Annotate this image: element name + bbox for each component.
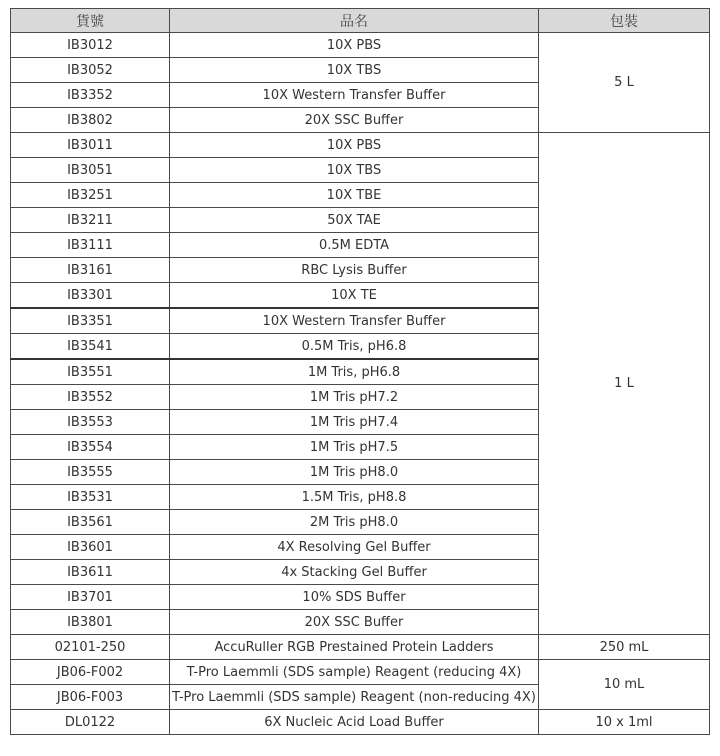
table-row [11,635,710,660]
product-name: 1M Tris pH7.5 [170,435,539,460]
product-name: 1.5M Tris, pH8.8 [170,485,539,510]
product-code: IB3352 [11,83,170,108]
product-code: IB3801 [11,610,170,635]
package-size: 1 L [539,133,710,635]
product-code: 02101-250 [11,635,170,660]
package-size: 5 L [539,33,710,133]
product-code: IB3211 [11,208,170,233]
product-name: 2M Tris pH8.0 [170,510,539,535]
header-name: 品名 [170,9,539,33]
package-size: 10 x 1ml [539,710,710,735]
product-name: T-Pro Laemmli (SDS sample) Reagent (non-reducing 4X) [170,685,539,710]
product-code: IB3601 [11,535,170,560]
product-name: 1M Tris pH8.0 [170,460,539,485]
product-code: IB3011 [11,133,170,158]
product-name: 20X SSC Buffer [170,108,539,133]
product-name: 10X TBS [170,58,539,83]
header-package: 包裝 [539,9,710,33]
product-code: IB3052 [11,58,170,83]
product-code: IB3555 [11,460,170,485]
product-name: RBC Lysis Buffer [170,258,539,283]
product-name: 10% SDS Buffer [170,585,539,610]
product-code: IB3701 [11,585,170,610]
product-name: 10X Western Transfer Buffer [170,83,539,108]
table-row [11,133,710,158]
product-name: 6X Nucleic Acid Load Buffer [170,710,539,735]
table-row [11,660,710,685]
package-size: 10 mL [539,660,710,710]
product-name: 10X PBS [170,133,539,158]
product-name: 0.5M EDTA [170,233,539,258]
product-code: IB3553 [11,410,170,435]
product-code: IB3802 [11,108,170,133]
product-code: JB06-F003 [11,685,170,710]
product-name: 50X TAE [170,208,539,233]
product-code: IB3161 [11,258,170,283]
product-name: 10X TE [170,283,539,309]
product-code: JB06-F002 [11,660,170,685]
product-code: IB3552 [11,385,170,410]
product-code: IB3551 [11,359,170,385]
product-name: 4X Resolving Gel Buffer [170,535,539,560]
header-code: 貨號 [11,9,170,33]
product-name: 1M Tris pH7.4 [170,410,539,435]
product-code: IB3051 [11,158,170,183]
product-name: 1M Tris, pH6.8 [170,359,539,385]
product-code: IB3111 [11,233,170,258]
product-name: 10X PBS [170,33,539,58]
product-code: IB3554 [11,435,170,460]
product-name: 10X TBS [170,158,539,183]
product-table [10,8,710,735]
table-row [11,710,710,735]
product-code: IB3351 [11,308,170,334]
product-name: 1M Tris pH7.2 [170,385,539,410]
product-code: IB3531 [11,485,170,510]
table-row [11,33,710,58]
product-name: 4x Stacking Gel Buffer [170,560,539,585]
product-code: IB3012 [11,33,170,58]
product-code: IB3561 [11,510,170,535]
product-name: T-Pro Laemmli (SDS sample) Reagent (reducing 4X) [170,660,539,685]
product-name: 20X SSC Buffer [170,610,539,635]
product-code: DL0122 [11,710,170,735]
table-body [11,33,710,735]
product-code: IB3251 [11,183,170,208]
product-name: AccuRuller RGB Prestained Protein Ladders [170,635,539,660]
product-code: IB3611 [11,560,170,585]
product-code: IB3541 [11,334,170,360]
product-name: 10X Western Transfer Buffer [170,308,539,334]
package-size: 250 mL [539,635,710,660]
product-name: 10X TBE [170,183,539,208]
product-code: IB3301 [11,283,170,309]
header-row [11,9,710,33]
product-name: 0.5M Tris, pH6.8 [170,334,539,360]
